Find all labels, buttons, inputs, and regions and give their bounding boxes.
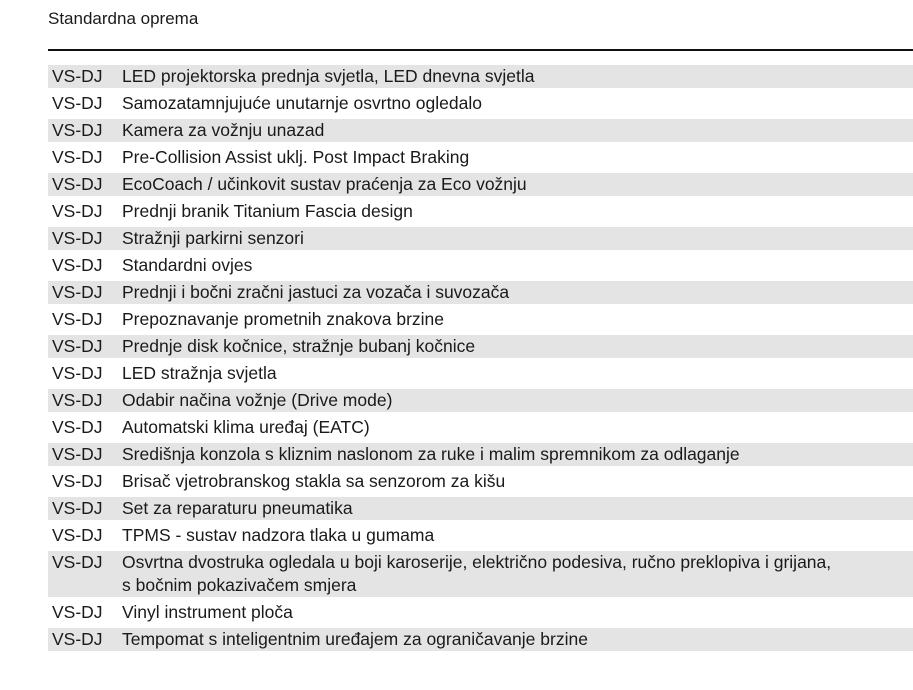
equipment-code: VS-DJ [52, 417, 103, 437]
section-divider [48, 49, 913, 51]
equipment-row [48, 281, 913, 304]
equipment-description: Pre-Collision Assist uklj. Post Impact Braking [122, 147, 470, 167]
equipment-description: Vinyl instrument ploča [122, 602, 293, 622]
equipment-description: Set za reparaturu pneumatika [122, 498, 353, 518]
equipment-row [48, 551, 913, 597]
section-title: Standardna oprema [48, 9, 199, 28]
equipment-description: TPMS - sustav nadzora tlaka u gumama [122, 525, 435, 545]
equipment-code: VS-DJ [52, 174, 103, 194]
equipment-code: VS-DJ [52, 282, 103, 302]
equipment-row [48, 146, 913, 169]
equipment-code: VS-DJ [52, 602, 103, 622]
equipment-row [48, 628, 913, 651]
equipment-code: VS-DJ [52, 498, 103, 518]
equipment-description: Kamera za vožnju unazad [122, 120, 325, 140]
equipment-description: Prednje disk kočnice, stražnje bubanj kočnice [122, 336, 476, 356]
equipment-code: VS-DJ [52, 629, 103, 649]
equipment-description: LED projektorska prednja svjetla, LED dnevna svjetla [122, 66, 535, 86]
equipment-description: LED stražnja svjetla [122, 363, 277, 383]
equipment-description: Automatski klima uređaj (EATC) [122, 417, 370, 437]
equipment-row [48, 227, 913, 250]
equipment-description: Brisač vjetrobranskog stakla sa senzorom za kišu [122, 471, 506, 491]
equipment-code: VS-DJ [52, 525, 103, 545]
equipment-row [48, 173, 913, 196]
equipment-code: VS-DJ [52, 255, 103, 275]
equipment-row [48, 254, 913, 277]
equipment-code: VS-DJ [52, 390, 103, 410]
equipment-row [48, 65, 913, 88]
equipment-description: Prednji branik Titanium Fascia design [122, 201, 413, 221]
equipment-description: EcoCoach / učinkovit sustav praćenja za Eco vožnju [122, 174, 527, 194]
equipment-description: Stražnji parkirni senzori [122, 228, 304, 248]
equipment-row [48, 200, 913, 223]
equipment-code: VS-DJ [52, 552, 103, 572]
equipment-code: VS-DJ [52, 471, 103, 491]
equipment-row [48, 389, 913, 412]
equipment-row [48, 601, 913, 624]
equipment-row [48, 308, 913, 331]
equipment-list [48, 65, 913, 655]
equipment-description: Standardni ovjes [122, 255, 253, 275]
equipment-code: VS-DJ [52, 66, 103, 86]
equipment-description: Osvrtna dvostruka ogledala u boji karoserije, električno podesiva, ručno preklopiva i grijana, s bočnim pokazivačem smjera [122, 552, 832, 595]
equipment-code: VS-DJ [52, 444, 103, 464]
equipment-description: Tempomat s inteligentnim uređajem za ograničavanje brzine [122, 629, 588, 649]
equipment-row [48, 416, 913, 439]
equipment-code: VS-DJ [52, 201, 103, 221]
equipment-row [48, 92, 913, 115]
equipment-row [48, 524, 913, 547]
equipment-code: VS-DJ [52, 309, 103, 329]
equipment-code: VS-DJ [52, 93, 103, 113]
equipment-description: Prepoznavanje prometnih znakova brzine [122, 309, 444, 329]
equipment-row [48, 362, 913, 385]
equipment-description: Odabir načina vožnje (Drive mode) [122, 390, 393, 410]
equipment-row [48, 443, 913, 466]
equipment-code: VS-DJ [52, 120, 103, 140]
equipment-code: VS-DJ [52, 228, 103, 248]
equipment-code: VS-DJ [52, 147, 103, 167]
equipment-description: Središnja konzola s kliznim naslonom za ruke i malim spremnikom za odlaganje [122, 444, 740, 464]
equipment-description: Samozatamnjujuće unutarnje osvrtno ogledalo [122, 93, 482, 113]
equipment-row [48, 470, 913, 493]
equipment-row [48, 335, 913, 358]
equipment-row [48, 497, 913, 520]
equipment-code: VS-DJ [52, 363, 103, 383]
equipment-row [48, 119, 913, 142]
equipment-description: Prednji i bočni zračni jastuci za vozača i suvozača [122, 282, 510, 302]
equipment-code: VS-DJ [52, 336, 103, 356]
